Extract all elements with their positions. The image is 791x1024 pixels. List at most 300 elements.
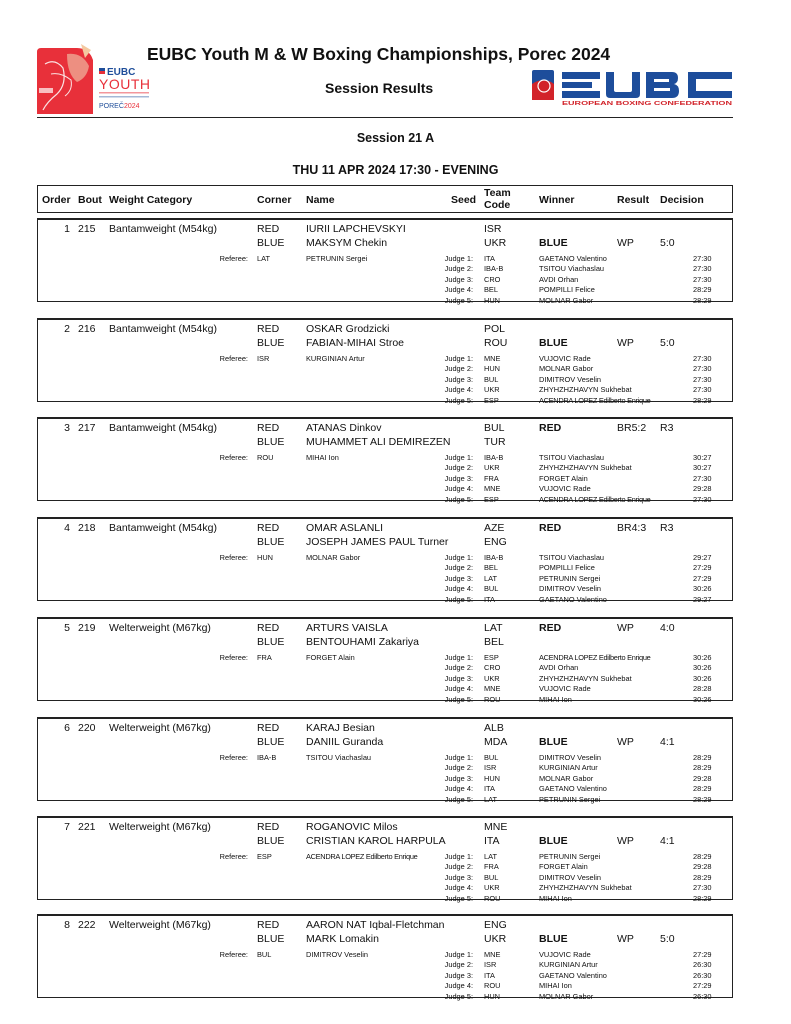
judge-label: Judge 2: (444, 862, 473, 872)
judge-label: Judge 3: (444, 970, 473, 980)
bout-weight-category: Welterweight (M67kg) (109, 919, 211, 931)
judge-score: 26:30 (693, 960, 712, 970)
judge-label: Judge 4: (444, 285, 473, 295)
referee-label: Referee: (219, 553, 248, 562)
red-team-code: ISR (484, 223, 502, 235)
judge-name: AVDI Orhan (539, 274, 579, 284)
judge-name: MIHAI Ion (539, 981, 572, 991)
judge-name: MOLNAR Gabor (539, 773, 594, 783)
judge-country: ROU (484, 981, 501, 991)
judge-name: ZHYHZHZHAVYN Sukhebat (539, 463, 632, 473)
session-datetime: THU 11 APR 2024 17:30 - EVENING (292, 163, 499, 177)
judge-country: HUN (484, 295, 501, 305)
judge-row (38, 795, 732, 805)
judge-country: ITA (484, 970, 495, 980)
judge-score: 28:29 (693, 753, 712, 762)
column-header-order: Order (42, 194, 71, 206)
referee-country: HUN (257, 553, 274, 562)
judge-score: 27:30 (693, 254, 712, 263)
judge-label: Judge 4: (444, 385, 473, 395)
corner-red-label: RED (257, 223, 280, 235)
judge-name: GAETANO Valentino (539, 784, 607, 794)
bout-number: 220 (78, 722, 96, 734)
judge-name: AVDI Orhan (539, 663, 579, 673)
judge-country: HUN (484, 364, 501, 374)
judge-score: 28:29 (693, 763, 712, 773)
bout-block (37, 218, 733, 305)
referee-label: Referee: (219, 453, 248, 462)
judge-name: MOLNAR Gabor (539, 295, 594, 305)
judge-score: 29:28 (693, 773, 712, 783)
blue-boxer-name: MARK Lomakin (306, 933, 379, 945)
page-title: EUBC Youth M & W Boxing Championships, Porec 2024 (147, 44, 611, 64)
referee-name: FORGET Alain (306, 653, 355, 662)
judge-country: MNE (484, 684, 501, 694)
bout-weight-category: Bantamweight (M54kg) (109, 323, 217, 335)
bout-weight-category: Welterweight (M67kg) (109, 821, 211, 833)
judge-label: Judge 3: (444, 374, 473, 384)
judge-name: PETRUNIN Sergei (539, 794, 601, 804)
bout-winner: BLUE (539, 337, 568, 349)
judge-row (38, 553, 732, 563)
bout-weight-category: Bantamweight (M54kg) (109, 522, 217, 534)
referee-label: Referee: (219, 852, 248, 861)
judge-label: Judge 1: (444, 852, 473, 861)
judge-country: BEL (484, 563, 498, 573)
bout-block (37, 914, 733, 1001)
bout-block (37, 318, 733, 405)
judge-row (38, 852, 732, 862)
red-boxer-name: IURII LAPCHEVSKYI (306, 223, 406, 235)
corner-red-label: RED (257, 422, 280, 434)
judge-row (38, 574, 732, 584)
referee-label: Referee: (219, 753, 248, 762)
bout-block (37, 517, 733, 604)
judge-name: FORGET Alain (539, 473, 588, 483)
bout-number: 215 (78, 223, 96, 235)
judge-score: 30:26 (693, 663, 712, 673)
blue-boxer-name: MUHAMMET ALI DEMIREZEN (306, 436, 451, 448)
corner-red-label: RED (257, 522, 280, 534)
corner-blue-label: BLUE (257, 337, 285, 349)
judge-country: FRA (484, 862, 499, 872)
judge-row (38, 474, 732, 484)
judge-row (38, 873, 732, 883)
judge-label: Judge 2: (444, 960, 473, 970)
red-team-code: LAT (484, 622, 503, 634)
blue-team-code: MDA (484, 736, 508, 748)
bout-result: WP (617, 337, 634, 349)
red-boxer-name: ROGANOVIC Milos (306, 821, 398, 833)
judge-name: MOLNAR Gabor (539, 364, 594, 374)
referee-label: Referee: (219, 653, 248, 662)
bout-result: WP (617, 237, 634, 249)
bout-order: 5 (64, 622, 70, 634)
svg-text:POREČ: POREČ (99, 103, 124, 110)
referee-name: KURGINIAN Artur (306, 354, 365, 363)
bout-winner: BLUE (539, 237, 568, 249)
judge-row (38, 354, 732, 364)
bout-weight-category: Bantamweight (M54kg) (109, 223, 217, 235)
judge-name: ZHYHZHZHAVYN Sukhebat (539, 385, 632, 395)
header-divider (37, 117, 733, 118)
judge-score: 27:29 (693, 573, 712, 583)
judge-row (38, 296, 732, 306)
blue-team-code: ITA (484, 835, 500, 847)
judge-score: 30:26 (693, 673, 712, 683)
bout-order: 2 (64, 323, 70, 335)
judge-score: 27:30 (693, 883, 712, 893)
judge-country: LAT (484, 852, 498, 861)
red-boxer-name: OSKAR Grodzicki (306, 323, 390, 335)
bout-order: 6 (64, 722, 70, 734)
blue-boxer-name: JOSEPH JAMES PAUL Turner (306, 536, 449, 548)
eubc-logo (532, 68, 734, 106)
judge-label: Judge 1: (444, 553, 473, 562)
corner-blue-label: BLUE (257, 237, 285, 249)
judge-label: Judge 4: (444, 584, 473, 594)
judge-country: BEL (484, 285, 498, 295)
judge-label: Judge 2: (444, 364, 473, 374)
judge-score: 29:28 (693, 862, 712, 872)
corner-blue-label: BLUE (257, 636, 285, 648)
column-header-winner: Winner (539, 194, 575, 206)
judge-label: Judge 5: (444, 494, 473, 504)
judge-label: Judge 3: (444, 473, 473, 483)
bout-order: 3 (64, 422, 70, 434)
referee-country: BUL (257, 950, 272, 959)
judge-name: DIMITROV Veselin (539, 753, 602, 762)
judge-country: MNE (484, 950, 501, 959)
judge-row (38, 862, 732, 872)
judge-name: POMPILLI Felice (539, 563, 595, 573)
blue-team-code: UKR (484, 933, 507, 945)
judge-score: 28:29 (693, 784, 712, 794)
judge-name: ACENDRA LOPEZ Edilberto Enrique (539, 395, 651, 405)
referee-name: DIMITROV Veselin (306, 950, 369, 959)
judge-row (38, 275, 732, 285)
bout-decision: 5:0 (660, 933, 675, 945)
column-header-name: Name (306, 194, 335, 206)
judge-name: ZHYHZHZHAVYN Sukhebat (539, 883, 632, 893)
judge-row (38, 563, 732, 573)
bout-weight-category: Welterweight (M67kg) (109, 722, 211, 734)
corner-red-label: RED (257, 323, 280, 335)
judge-label: Judge 1: (444, 950, 473, 959)
judge-label: Judge 3: (444, 773, 473, 783)
judge-row (38, 484, 732, 494)
judge-score: 27:30 (693, 274, 712, 284)
corner-blue-label: BLUE (257, 536, 285, 548)
judge-score: 30:26 (693, 653, 712, 662)
judge-name: DIMITROV Veselin (539, 872, 602, 882)
corner-blue-label: BLUE (257, 436, 285, 448)
judge-score: 27:30 (693, 374, 712, 384)
judge-score: 30:27 (693, 463, 712, 473)
referee-label: Referee: (219, 354, 248, 363)
bout-block (37, 816, 733, 903)
svg-text:YOUTH: YOUTH (99, 76, 151, 92)
referee-label: Referee: (219, 254, 248, 263)
judge-label: Judge 5: (444, 991, 473, 1001)
judge-score: 28:29 (693, 395, 712, 405)
judge-country: LAT (484, 794, 498, 804)
judge-row (38, 950, 732, 960)
corner-red-label: RED (257, 821, 280, 833)
bout-winner: RED (539, 422, 562, 434)
judge-country: FRA (484, 473, 499, 483)
referee-country: ROU (257, 453, 274, 462)
judge-name: ACENDRA LOPEZ Edilberto Enrique (539, 653, 651, 662)
bout-result: WP (617, 622, 634, 634)
judge-score: 27:30 (693, 494, 712, 504)
judge-name: ACENDRA LOPEZ Edilberto Enrique (539, 494, 651, 504)
corner-blue-label: BLUE (257, 933, 285, 945)
red-team-code: ENG (484, 919, 507, 931)
judge-row (38, 883, 732, 893)
blue-boxer-name: FABIAN-MIHAI Stroe (306, 337, 405, 349)
bout-decision: R3 (660, 422, 674, 434)
column-header-decision: Decision (660, 194, 704, 206)
referee-name: TSITOU Viachaslau (306, 753, 372, 762)
bout-number: 221 (78, 821, 96, 833)
red-team-code: ALB (484, 722, 504, 734)
judge-country: ITA (484, 784, 495, 794)
referee-country: ESP (257, 852, 272, 861)
judge-row (38, 674, 732, 684)
bout-result: WP (617, 933, 634, 945)
judge-score: 27:30 (693, 264, 712, 274)
judge-label: Judge 5: (444, 395, 473, 405)
corner-blue-label: BLUE (257, 736, 285, 748)
judge-label: Judge 3: (444, 872, 473, 882)
referee-country: FRA (257, 653, 272, 662)
referee-country: ISR (257, 354, 270, 363)
bout-number: 219 (78, 622, 96, 634)
bout-weight-category: Bantamweight (M54kg) (109, 422, 217, 434)
judge-score: 28:29 (693, 852, 712, 861)
bout-decision: 4:1 (660, 736, 675, 748)
column-header-team-code: Team Code (484, 187, 511, 211)
judge-label: Judge 1: (444, 753, 473, 762)
bout-number: 222 (78, 919, 96, 931)
bout-number: 218 (78, 522, 96, 534)
bout-winner: RED (539, 622, 562, 634)
judge-row (38, 894, 732, 904)
judge-country: ESP (484, 494, 499, 504)
judge-label: Judge 3: (444, 274, 473, 284)
judge-row (38, 753, 732, 763)
judge-row (38, 364, 732, 374)
session-title: Session 21 A (356, 131, 435, 145)
judge-name: GAETANO Valentino (539, 970, 607, 980)
bout-block (37, 417, 733, 504)
bout-decision: 4:0 (660, 622, 675, 634)
referee-country: IBA-B (257, 753, 277, 762)
corner-red-label: RED (257, 722, 280, 734)
judge-label: Judge 5: (444, 893, 473, 903)
judge-row (38, 264, 732, 274)
judge-row (38, 463, 732, 473)
blue-team-code: UKR (484, 237, 507, 249)
judge-label: Judge 1: (444, 453, 473, 462)
judge-score: 28:29 (693, 893, 712, 903)
judge-name: VUJOVIC Rade (539, 484, 591, 494)
judge-row (38, 992, 732, 1002)
judge-row (38, 684, 732, 694)
red-boxer-name: OMAR ASLANLI (306, 522, 384, 534)
judge-name: MIHAI Ion (539, 694, 572, 704)
page-subtitle: Session Results (325, 80, 434, 96)
blue-team-code: ENG (484, 536, 507, 548)
column-header-row (37, 185, 733, 213)
bout-decision: 5:0 (660, 337, 675, 349)
red-boxer-name: ARTURS VAISLA (306, 622, 388, 634)
bout-winner: BLUE (539, 835, 568, 847)
judge-label: Judge 5: (444, 694, 473, 704)
judge-score: 29:27 (693, 594, 712, 604)
judge-score: 28:29 (693, 295, 712, 305)
bout-decision: R3 (660, 522, 674, 534)
judge-row (38, 495, 732, 505)
judge-name: FORGET Alain (539, 862, 588, 872)
judge-name: MIHAI Ion (539, 893, 572, 903)
bout-number: 217 (78, 422, 96, 434)
judge-label: Judge 4: (444, 981, 473, 991)
bout-order: 4 (64, 522, 70, 534)
judge-country: IBA-B (484, 453, 504, 462)
judge-name: VUJOVIC Rade (539, 950, 591, 959)
judge-score: 27:29 (693, 563, 712, 573)
bout-number: 216 (78, 323, 96, 335)
judge-score: 30:27 (693, 453, 712, 462)
judge-country: UKR (484, 385, 500, 395)
judge-row (38, 385, 732, 395)
judge-row (38, 981, 732, 991)
column-header-seed: Seed (451, 194, 477, 206)
judge-name: TSITOU Viachaslau (539, 553, 605, 562)
judge-row (38, 584, 732, 594)
judge-name: TSITOU Viachaslau (539, 264, 605, 274)
svg-text:EUBC: EUBC (107, 67, 136, 78)
column-header-corner: Corner (257, 194, 292, 206)
judge-country: CRO (484, 274, 501, 284)
blue-boxer-name: DANIIL Guranda (306, 736, 384, 748)
bout-block (37, 717, 733, 804)
bout-result: WP (617, 835, 634, 847)
bout-decision: 4:1 (660, 835, 675, 847)
judge-score: 29:28 (693, 484, 712, 494)
judge-label: Judge 3: (444, 573, 473, 583)
red-boxer-name: KARAJ Besian (306, 722, 375, 734)
judge-row (38, 960, 732, 970)
judge-label: Judge 1: (444, 653, 473, 662)
judge-name: VUJOVIC Rade (539, 684, 591, 694)
judge-row (38, 595, 732, 605)
blue-team-code: ROU (484, 337, 508, 349)
judge-score: 28:28 (693, 684, 712, 694)
judge-country: LAT (484, 573, 498, 583)
judge-country: UKR (484, 673, 500, 683)
judge-row (38, 784, 732, 794)
judge-name: PETRUNIN Sergei (539, 573, 601, 583)
judge-name: PETRUNIN Sergei (539, 852, 601, 861)
judge-score: 26:30 (693, 970, 712, 980)
blue-team-code: TUR (484, 436, 506, 448)
bout-result: BR5:2 (617, 422, 647, 434)
judge-row (38, 375, 732, 385)
blue-boxer-name: BENTOUHAMI Zakariya (306, 636, 419, 648)
corner-blue-label: BLUE (257, 835, 285, 847)
blue-boxer-name: CRISTIAN KAROL HARPULA (306, 835, 446, 847)
judge-label: Judge 2: (444, 463, 473, 473)
bout-order: 8 (64, 919, 70, 931)
judge-name: KURGINIAN Artur (539, 960, 598, 970)
red-team-code: POL (484, 323, 506, 335)
blue-team-code: BEL (484, 636, 504, 648)
svg-text:EUROPEAN BOXING CONFEDERATION: EUROPEAN BOXING CONFEDERATION (562, 101, 732, 106)
judge-country: ESP (484, 653, 499, 662)
judge-label: Judge 5: (444, 594, 473, 604)
judge-country: UKR (484, 463, 500, 473)
judge-score: 27:30 (693, 364, 712, 374)
judge-score: 29:27 (693, 553, 712, 562)
judge-country: BUL (484, 374, 499, 384)
blue-boxer-name: MAKSYM Chekin (306, 237, 388, 249)
red-team-code: BUL (484, 422, 505, 434)
bout-result: WP (617, 736, 634, 748)
judge-score: 28:29 (693, 872, 712, 882)
judge-name: MOLNAR Gabor (539, 991, 594, 1001)
judge-row (38, 774, 732, 784)
judge-row (38, 254, 732, 264)
judge-country: UKR (484, 883, 500, 893)
bout-winner: BLUE (539, 736, 568, 748)
judge-label: Judge 4: (444, 684, 473, 694)
referee-label: Referee: (219, 950, 248, 959)
referee-name: ACENDRA LOPEZ Edilberto Enrique (306, 852, 418, 861)
judge-country: MNE (484, 484, 501, 494)
red-team-code: MNE (484, 821, 508, 833)
column-header-result: Result (617, 194, 650, 206)
judge-label: Judge 4: (444, 484, 473, 494)
judge-label: Judge 5: (444, 295, 473, 305)
judge-name: DIMITROV Veselin (539, 584, 602, 594)
judge-score: 27:30 (693, 473, 712, 483)
judge-label: Judge 4: (444, 883, 473, 893)
judge-score: 30:26 (693, 584, 712, 594)
corner-red-label: RED (257, 622, 280, 634)
judge-label: Judge 4: (444, 784, 473, 794)
judge-country: ISR (484, 960, 497, 970)
judge-row (38, 653, 732, 663)
judge-row (38, 453, 732, 463)
judge-name: KURGINIAN Artur (539, 763, 598, 773)
judge-score: 30:26 (693, 694, 712, 704)
judge-score: 27:30 (693, 354, 712, 363)
judge-label: Judge 3: (444, 673, 473, 683)
judge-country: ESP (484, 395, 499, 405)
judge-name: DIMITROV Veselin (539, 374, 602, 384)
judge-score: 27:29 (693, 950, 712, 959)
judge-label: Judge 2: (444, 264, 473, 274)
judge-row (38, 285, 732, 295)
judge-row (38, 763, 732, 773)
judge-label: Judge 1: (444, 254, 473, 263)
referee-name: PETRUNIN Sergei (306, 254, 368, 263)
bout-order: 7 (64, 821, 70, 833)
judge-row (38, 971, 732, 981)
